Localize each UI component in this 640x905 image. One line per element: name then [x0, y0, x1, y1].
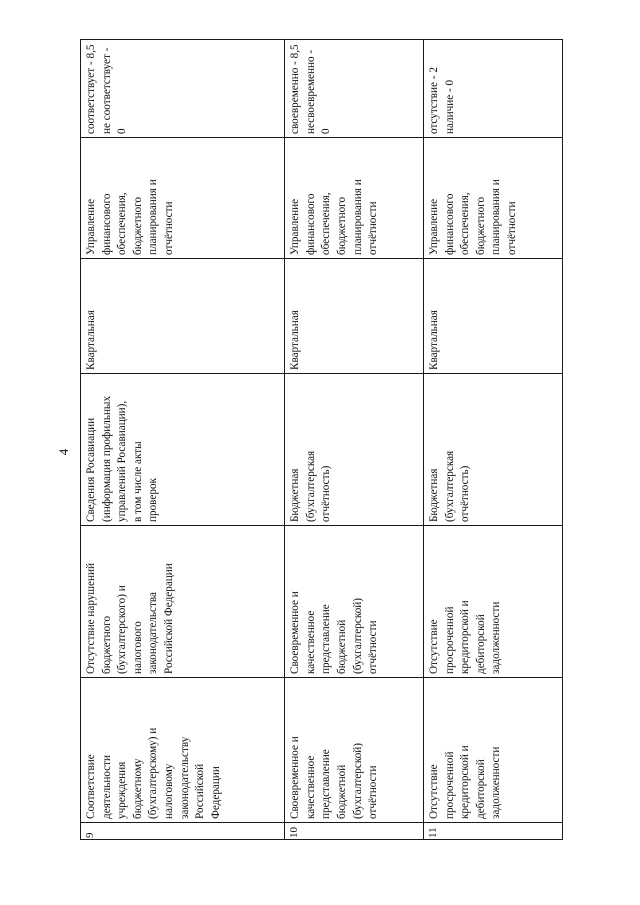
table-row — [285, 40, 424, 840]
row-number: 11 — [424, 823, 563, 840]
indicator-cell: Отсутствие нарушений бюджетного (бухгалтерского) и налогового законодательства Российской Федерации — [81, 526, 285, 678]
department-cell: Управление финансового обеспечения, бюджетного планирования и отчётности — [81, 138, 285, 259]
score-cell: соответствует - 8,5 не соответствует - 0 — [81, 40, 285, 138]
table-row — [81, 40, 285, 840]
source-cell: Сведения Росавиации (информация профильных управлений Росавиации), в том числе акты проверок — [81, 374, 285, 526]
criterion-cell: Соответствие деятельности учреждения бюджетному (бухгалтерскому) и налоговому законодательству Российской Федерации — [81, 678, 285, 823]
criterion-cell: Своевременное и качественное представление бюджетной (бухгалтерской) отчётности — [285, 678, 424, 823]
row-number: 10 — [285, 823, 424, 840]
source-cell: Бюджетная (бухгалтерская отчётность) — [424, 374, 563, 526]
source-cell: Бюджетная (бухгалтерская отчётность) — [285, 374, 424, 526]
criterion-cell: Отсутствие просроченной кредиторской и дебиторской задолженности — [424, 678, 563, 823]
criteria-table-wrapper — [80, 44, 563, 840]
row-number: 9 — [81, 823, 285, 840]
periodicity-cell: Квартальная — [285, 259, 424, 374]
indicator-cell: Своевременное и качественное представление бюджетной (бухгалтерской) отчётности — [285, 526, 424, 678]
score-cell: отсутствие - 2 наличие - 0 — [424, 40, 563, 138]
department-cell: Управление финансового обеспечения, бюджетного планирования и отчётности — [424, 138, 563, 259]
indicator-cell: Отсутствие просроченной кредиторской и дебиторской задолженности — [424, 526, 563, 678]
department-cell: Управление финансового обеспечения, бюджетного планирования и отчётности — [285, 138, 424, 259]
periodicity-cell: Квартальная — [424, 259, 563, 374]
table-row — [424, 40, 563, 840]
score-cell: своевременно - 8,5 несвоевременно - 0 — [285, 40, 424, 138]
criteria-table — [80, 39, 563, 840]
page-number: 4 — [56, 448, 71, 456]
periodicity-cell: Квартальная — [81, 259, 285, 374]
